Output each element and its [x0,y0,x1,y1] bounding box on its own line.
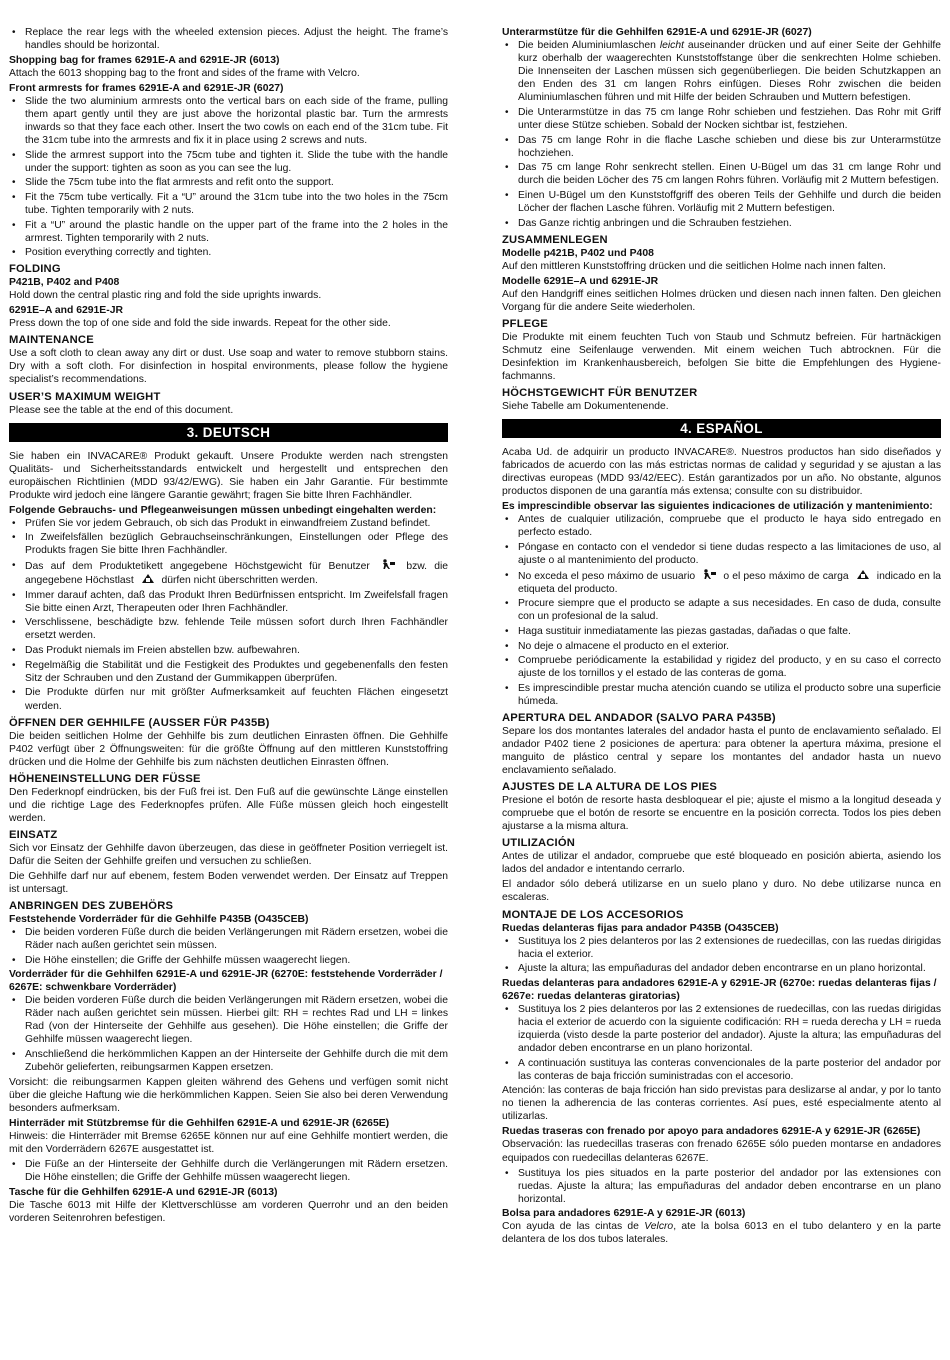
list-item: • Die Unterarmstütze in das 75 cm lange Rohr schieben und festziehen. Das Rohr mit Griff unter diese Stütze schieben. Sobald der Nocken sichtbar ist, festziehen. [502,106,941,132]
paragraph: Antes de utilizar el andador, compruebe que esté bloqueado en posición abierta, asiendo los lados del andador e intentando cerrarlo. [502,851,941,876]
user-weight-icon [380,559,396,570]
paragraph: Observación: las ruedecillas traseras con frenado 6265E sólo pueden montarse en andadores equipados con ruedecillas delanteras 6267E. [502,1139,941,1164]
section-heading: MONTAJE DE LOS ACCESORIOS [502,908,684,921]
paragraph-text: Con ayuda de las cintas de [502,1221,639,1233]
list-item: • A continuación sustituya las conteras convencionales de la parte posterior del andador por las conteras de baja fricción suministradas con el accesorio. [502,1057,941,1083]
list-item: • Einen U-Bügel um den Kunststoffgriff des oberen Teils der Gehhilfe und durch die beiden Löcher der flachen Lasche führen. Vorläufig mit 2 Muttern befestigen. [502,189,941,215]
list-item: • Die Füße an der Hinterseite der Gehhilfe durch die Verlängerungen mit Rädern ersetzen. Die Höhe einstellen; die Griffe der Gehhilfe müssen waagerecht liegen. [9,1158,448,1184]
bullet-list [502,513,941,708]
list-item: • Die Höhe einstellen; die Griffe der Gehhilfe müssen waagerecht liegen. [9,954,448,967]
list-item: • Regelmäßig die Stabilität und die Festigkeit des Produktes und gegebenenfalls den festen Sitz der Schrauben und den Zustand der Gummikappen überprüfen. [9,659,448,685]
list-item-text: o el peso máximo de carga [723,570,849,582]
load-weight-icon [855,569,871,580]
bullet-list [502,1167,941,1206]
emphasis-text: Velcro [644,1221,674,1233]
list-item: • Antes de cualquier utilización, compruebe que el producto le haya sido entregado en perfecto estado. [502,513,941,539]
list-item-text: No exceda el peso máximo de usuario [518,570,696,582]
list-item: • Haga sustituir inmediatamente las piezas gastadas, dañadas o que falte. [502,625,941,638]
section-heading: UTILIZACIÓN [502,837,576,850]
list-item: • Immer darauf achten, daß das Produkt Ihren Bedürfnissen entspricht. Im Zweifelsfall fragen Sie bitte einen Arzt, Therapeuten oder Ihren Fachhändler. [9,589,448,615]
section-heading: AJUSTES DE LA ALTURA DE LOS PIES [502,781,718,794]
paragraph [502,1220,941,1246]
list-item-text: bzw. die angegebene Höchstlast [25,561,449,587]
list-item: • Es imprescindible prestar mucha atención cuando se utiliza el producto sobre una superficie húmeda. [502,682,941,708]
list-item: • Compruebe periódicamente la estabilidad y rigidez del producto, y en su caso el correcto ajuste de los tornillos y el estado de las conteras de goma. [502,654,941,680]
section-subheading: Bolsa para andadores 6291E-A y 6291E-JR (6013) [502,1208,746,1220]
list-item: • Slide the armrest support into the 75cm tube and tighten it. Slide the tube with the handle under the support: tighten as soon as you can see the lug. [9,149,448,175]
bullet-list [9,95,448,260]
section-heading: HÖCHSTGEWICHT FÜR BENUTZER [502,386,698,399]
section-heading: ANBRINGEN DES ZUBEHÖRS [9,900,174,913]
section-heading: ÖFFNEN DER GEHHILFE (AUSSER FÜR P435B) [9,716,270,729]
paragraph: Die Tasche 6013 mit Hilfe der Klettverschlüsse am vorderen Querrohr und an den beiden vorderen Seitenrohren befestigen. [9,1199,448,1224]
list-item: • Sustituya los pies situados en la parte posterior del andador por las extensiones con ruedas. Ajuste la altura; las empuñaduras del andador deben encontrarse en un plano horizontal. [502,1167,941,1206]
paragraph: Please see the table at the end of this document. [9,404,234,416]
list-item: • Sustituya los 2 pies delanteros por las 2 extensiones de ruedecillas, con las ruedas dirigidas hacia el exterior de acuerdo con la siguiente codificación: RH = rueda derecha y LH = rueda izquierda (visto desde la parte posterior del andador). Ajuste la altura; las empuñaduras del andador deben encontrarse en un plano horizontal. [502,1003,941,1055]
section-subheading: 6291E–A and 6291E-JR [9,305,123,317]
paragraph: Attach the 6013 shopping bag to the front and sides of the frame with Velcro. [9,67,360,79]
left-column [9,26,448,1227]
paragraph: Die Produkte mit einem feuchten Tuch von Staub und Schmutz befreien. Für hartnäckigen Schmutz eine Seifenlauge verwenden. Mit einem weichen Tuch abtrocknen. Für die Desinfektion im Krankenhausbereich, befolgen Sie bitte die Empfehlungen des Hygiene-fachmanns. [502,331,941,382]
section-heading: APERTURA DEL ANDADOR (SALVO PARA P435B) [502,712,776,724]
paragraph: Hold down the central plastic ring and fold the side uprights inwards. [9,290,322,302]
paragraph: Sich vor Einsatz der Gehhilfe davon überzeugen, das diese in geöffneter Position verriegelt ist. Dafür die Seiten der Gehhilfe greifen und versuchen zu schließen. [9,842,448,867]
load-weight-icon [140,573,156,584]
list-item: • Prüfen Sie vor jedem Gebrauch, ob sich das Produkt in einwandfreiem Zustand befindet. [9,517,448,530]
list-item [9,559,448,587]
list-item: • In Zweifelsfällen bezüglich Gebrauchseinschränkungen, Einstellungen oder Pflege des Produkts fragen Sie bitte Ihren Fachhändler. [9,531,448,557]
section-heading: HÖHENEINSTELLUNG DER FÜSSE [9,772,201,785]
list-item: • Die Produkte dürfen nur mit größter Aufmerksamkeit auf feuchten Flächen eingesetzt werden. [9,686,448,712]
paragraph: Auf den Handgriff eines seitlichen Holmes drücken und diesen nach innen falten. Den gleichen Vorgang für die andere Seite wiederholen. [502,288,941,313]
language-banner-deutsch: 3. DEUTSCH [9,423,448,442]
list-item [502,39,941,104]
list-item: • Anschließend die herkömmlichen Kappen an der Hinterseite der Gehhilfe durch die mit dem Zubehör gelieferten, reibungsarmen Kappen ersetzen. [9,1048,448,1074]
section-subheading: Feststehende Vorderräder für die Gehhilfe P435B (O435CEB) [9,914,309,926]
section-heading: USER’S MAXIMUM WEIGHT [9,390,161,403]
section-heading: MAINTENANCE [9,334,94,347]
list-item: • Das Ganze richtig anbringen und die Schrauben festziehen. [502,217,941,230]
section-heading: PFLEGE [502,317,548,330]
list-item-text: dürfen nicht überschritten werden. [161,575,318,587]
section-subheading: Ruedas delanteras para andadores 6291E-A y 6291E-JR (6270e: ruedas delanteras fijas / 6267e: ruedas delanteras giratorias) [502,977,937,1002]
paragraph: Atención: las conteras de baja fricción han sido previstas para deslizarse al andar, y por lo tanto no tienen la adherencia de las conteras corrientes. Así pues, esté especialmente atento al utilizarlas. [502,1085,941,1123]
list-item: • Slide the two aluminium armrests onto the vertical bars on each side of the frame, pulling them apart gently until they are just above the horizontal plastic bar. Turn the armrests inwards so that they face each other. Insert the two cowls on each end of the 31cm tube. Fit the 31cm tube into the armrests and fix it in place using 2 screws and nuts. [9,95,448,147]
bullet-list [502,935,941,976]
list-item: • Verschlissene, beschädigte bzw. fehlende Teile müssen sofort durch Ihren Fachhändler ersetzt werden. [9,616,448,642]
paragraph: Die beiden seitlichen Holme der Gehhilfe bis zum deutlichen Einrasten öffnen. Die Gehhilfe P402 verfügt über 2 Öffnungsweiten: für die größte Öffnung auf den mittleren Kunststoffring drücken und die Holme der Gehhilfe bis zum nächsten deutlichen Einrasten öffnen. [9,730,448,768]
list-item: • No deje o almacene el producto en el exterior. [502,640,941,653]
section-subheading: Ruedas traseras con frenado por apoyo para andadores 6291E-A y 6291E-JR (6265E) [502,1126,921,1138]
paragraph: Separe los dos montantes laterales del andador hasta el punto de enclavamiento señalado. El andador P402 tiene 2 posiciones de apertura: para obtener la apertura máxima, presione el manguito de plástico central y separe los montantes del andador hasta un nuevo enclavamiento señalado. [502,726,941,777]
list-item: • Sustituya los 2 pies delanteros por las 2 extensiones de ruedecillas, con las ruedas dirigidas hacia el exterior. [502,935,941,961]
list-item: • Die beiden vorderen Füße durch die beiden Verlängerungen mit Rädern ersetzen, wobei die Räder nach außen gerichtet sein müssen. [9,926,448,952]
list-item: • Procure siempre que el producto se adapte a sus necesidades. En caso de duda, consulte con un profesional de la salud. [502,597,941,623]
section-subheading: Modelle 6291E–A und 6291E-JR [502,275,659,287]
list-item [502,569,941,596]
list-item: • Póngase en contacto con el vendedor si tiene dudas respecto a las limitaciones de uso, al ajuste o al mantenimiento del producto. [502,541,941,567]
section-subheading: Modelle p421B, P402 und P408 [502,247,654,259]
paragraph: El andador sólo deberá utilizarse en un suelo plano y duro. No debe utilizarse nunca en escaleras. [502,879,941,904]
list-item-text: Das auf dem Produktetikett angegebene Höchstgewicht für Benutzer [25,561,370,573]
section-subheading: Es imprescindible observar las siguientes indicaciones de utilización y mantenimiento: [502,501,933,513]
section-subheading: Ruedas delanteras fijas para andador P435B (O435CEB) [502,922,779,934]
section-subheading: Unterarmstütze für die Gehhilfen 6291E-A und 6291E-JR (6027) [502,27,812,38]
paragraph: Acaba Ud. de adquirir un producto INVACARE®. Nuestros productos han sido diseñados y fabricados de acuerdo con las más estrictas normas de calidad y seguridad y se ajustan a las directivas europeas (MDD 93/42/EEC). Están garantizados por un año. No obstante, algunos productos disponen de una garantía más extensa; consulte con su distribuidor. [502,447,941,498]
bullet-list [9,926,448,967]
right-column [502,26,941,1248]
paragraph-text: , ate la bolsa 6013 en el tubo delantero y en la parte delantera de los dos tubos laterales. [502,1221,941,1246]
section-subheading: Tasche für die Gehhilfen 6291E-A und 6291E-JR (6013) [9,1186,278,1198]
bullet-list [9,517,448,713]
bullet-list [9,1158,448,1184]
section-subheading: Vorderräder für die Gehhilfen 6291E-A und 6291E-JR (6270E: feststehende Vorderräder / 6267E: schwenkbare Vorderräder) [9,969,443,994]
user-weight-icon [701,569,717,580]
list-item: • Fit a “U” around the plastic handle on the upper part of the frame into the 2 holes in the armrest. Tighten temporarily with 2 nuts. [9,219,448,245]
list-item: • Das Produkt niemals im Freien abstellen bzw. aufbewahren. [9,644,448,657]
paragraph: Sie haben ein INVACARE® Produkt gekauft. Unsere Produkte werden nach strengsten Qualitäts- und Sicherheitsstandards entwickelt und hergestellt und entsprechen den europäischen Richtlinien (MDD 93/42/EWG). Sie haben ein Jahr Garantie. Für bestimmte Produkte wird jedoch eine längere Garantie gewährt; fragen Sie bitte Ihren Fachhändler. [9,450,448,501]
emphasis-text: leicht [659,40,684,51]
list-item-text: auseinander drücken und auf einer Seite der Gehhilfe kurz oberhalb der waagerechten Kunststoffstange über die senkrechten Holme schieben. Die Innenseiten der Laschen müssen sich gegenüberliegen. Die beiden Schutzkappen an den Enden des 31 cm langen Rohrs einfügen. Dieses Rohr zwischen die beiden Aluminiumlaschen führen und mit Hilfe der beiden Schrauben und Muttern befestigen. [518,40,942,104]
language-banner-espanol: 4. ESPAÑOL [502,419,941,438]
section-heading: EINSATZ [9,828,58,841]
paragraph: Vorsicht: die reibungsarmen Kappen gleiten während des Gehens und verfügen somit nicht über die gleiche Haftung wie die herkömmlichen Kappen. Seien Sie also bei deren Verwendung besonders aufmerksam. [9,1076,448,1114]
list-item: • Das 75 cm lange Rohr in die flache Lasche schieben und diese bis zur Unterarmstütze hochziehen. [502,134,941,160]
bullet-list [502,39,941,230]
section-subheading: Folgende Gebrauchs- und Pflegeanweisungen müssen unbedingt eingehalten werden: [9,504,437,516]
list-item: • Die beiden vorderen Füße durch die beiden Verlängerungen mit Rädern ersetzen, wobei die Räder nach außen gerichtet sein müssen. Hierbei gilt: RH = rechtes Rad und LH = linkes Rad (von der Hinterseite der Gehhilfe aus gesehen). Die Höhe einstellen; die Griffe der Gehhilfe müssen waagerecht liegen. [9,994,448,1046]
paragraph: Den Federknopf eindrücken, bis der Fuß frei ist. Den Fuß auf die gewünschte Länge einstellen und die richtige Lage des Federknopfes prüfen. Alle Füße müssen gleich hoch eingestellt werden. [9,786,448,824]
list-item-text: Die beiden Aluminiumlaschen [518,40,656,51]
paragraph: Die Gehhilfe darf nur auf ebenem, festem Boden verwendet werden. Der Einsatz auf Treppen ist untersagt. [9,870,448,895]
paragraph: Siehe Tabelle am Dokumentenende. [502,400,669,412]
list-item: • Slide the 75cm tube into the flat armrests and refit onto the support. [9,176,448,189]
list-item: • Ajuste la altura; las empuñaduras del andador deben encontrarse en un plano horizontal. [502,962,941,975]
list-item: • Position everything correctly and tighten. [9,246,448,259]
section-subheading: Front armrests for frames 6291E-A and 6291E-JR (6027) [9,82,284,94]
bullet-list [502,1003,941,1083]
paragraph: Press down the top of one side and fold the side inwards. Repeat for the other side. [9,318,391,330]
section-heading: FOLDING [9,263,61,276]
paragraph: Hinweis: die Hinterräder mit Bremse 6265E können nur auf eine Gehhilfe montiert werden, die mit den Vorderrädern 6267E ausgestattet ist. [9,1130,448,1155]
bullet-list [9,994,448,1074]
list-item: • Fit the 75cm tube vertically. Fit a “U” around the 31cm tube into the two holes in the 75cm tube. Tighten temporarily with 2 nuts. [9,191,448,217]
section-subheading: Hinterräder mit Stützbremse für die Gehhilfen 6291E-A und 6291E-JR (6265E) [9,1117,390,1129]
section-subheading: Shopping bag for frames 6291E-A and 6291E-JR (6013) [9,54,280,66]
list-item: • Das 75 cm lange Rohr senkrecht stellen. Einen U-Bügel um das 31 cm lange Rohr und durch die beiden Löcher des 75 cm langen Rohrs führen. Vorläufig mit 2 Muttern befestigen. [502,161,941,187]
list-item-text: indicado en la etiqueta del producto. [518,570,942,595]
paragraph: Presione el botón de resorte hasta desbloquear el pie; ajuste el mismo a la longitud deseada y compruebe que el botón de resorte se encuentre en la posición correcta. Todos los pies deben ajustarse a la misma altura. [502,795,941,833]
paragraph: Auf den mittleren Kunststoffring drücken und die seitlichen Holme nach innen falten. [502,260,886,272]
section-heading: ZUSAMMENLEGEN [502,233,608,246]
bullet-list [9,26,448,52]
section-subheading: P421B, P402 and P408 [9,277,120,289]
list-item: • Replace the rear legs with the wheeled extension pieces. Adjust the height. The frame’s handles should be horizontal. [9,26,448,52]
paragraph: Use a soft cloth to clean away any dirt or dust. Use soap and water to remove stubborn stains. Dry with a soft cloth. For disinfection in hospital environments, please follow the hygiene specialist’s recommendations. [9,348,448,386]
